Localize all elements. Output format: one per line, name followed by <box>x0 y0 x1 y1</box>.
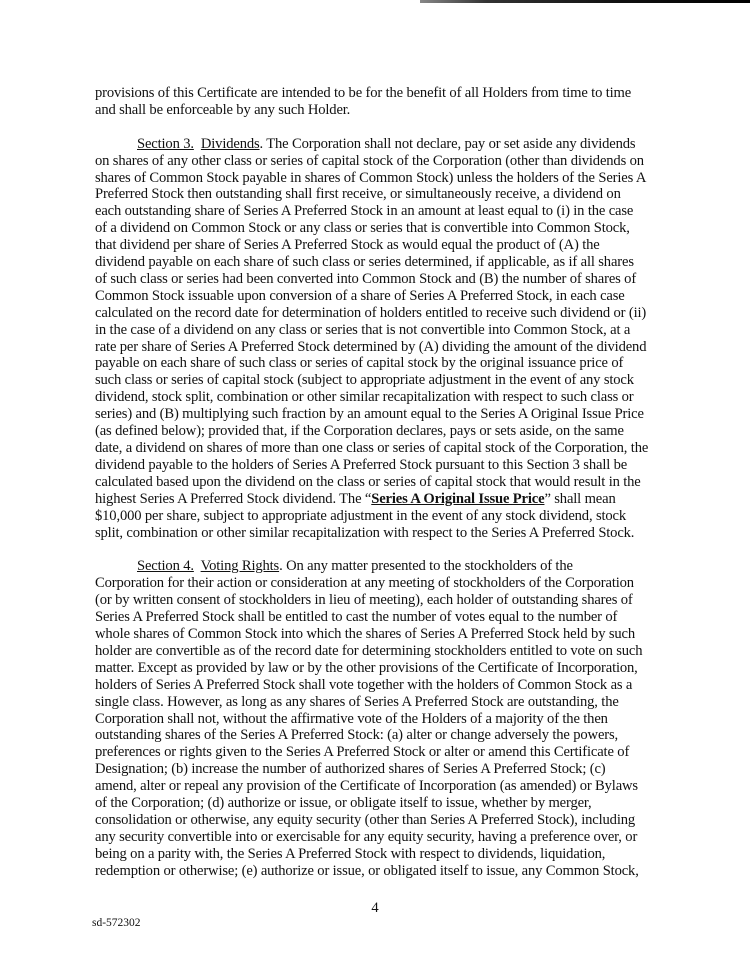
text-line: of such class or series had been converted into Common Stock and (B) the number of shares of <box>95 270 637 287</box>
text-line: dividend payable on each share of such class or series determined, if applicable, as if all shares <box>95 254 634 271</box>
text-line: shares of Common Stock payable in shares of Common Stock) unless the holders of the Series A <box>95 169 647 186</box>
text-line: holder are convertible as of the record date for determining stockholders entitled to vote on such <box>95 642 643 659</box>
text-line: provisions of this Certificate are intended to be for the benefit of all Holders from time to time <box>95 85 632 101</box>
text-line: each outstanding share of Series A Preferred Stock in an amount at least equal to (i) in the case <box>95 203 634 220</box>
text-line: single class. However, as long as any shares of Series A Preferred Stock are outstanding, the <box>95 693 619 710</box>
text-line: any security convertible into or exercisable for any equity security, having a preference over, or <box>95 828 638 845</box>
text-line: Common Stock issuable upon conversion of a share of Series A Preferred Stock, in each case <box>95 287 625 304</box>
text-line: split, combination or other similar recapitalization with respect to the Series A Preferred Stock. <box>95 524 635 541</box>
text-line: whole shares of Common Stock into which the shares of Series A Preferred Stock held by such <box>95 625 636 642</box>
page-number: 4 <box>371 900 379 916</box>
text-line: Corporation shall not, without the affirmative vote of the Holders of a majority of the then <box>95 710 608 727</box>
text-line: in the case of a dividend on any class or series that is not convertible into Common Stock, at a <box>95 321 631 338</box>
text-line: on shares of any other class or series of capital stock of the Corporation (other than dividends on <box>95 152 644 169</box>
text-line: and shall be enforceable by any such Holder. <box>95 101 351 118</box>
text-line: calculated based upon the dividend on the class or series of capital stock that would result in the <box>95 473 641 490</box>
text-line: matter. Except as provided by law or by the other provisions of the Certificate of Incorporation, <box>95 659 638 676</box>
section-4-number: Section 4. <box>137 558 194 575</box>
text-line: consolidation or otherwise, any equity security (other than Series A Preferred Stock), including <box>95 811 636 828</box>
section-3-heading-line <box>95 136 675 153</box>
section-3-title: Dividends <box>200 135 260 152</box>
defined-term-line <box>95 491 675 508</box>
text-line: payable on each share of such class or series of capital stock by the original issuance price of <box>95 355 624 372</box>
text-line: holders of Series A Preferred Stock shall vote together with the holders of Common Stock as a <box>95 676 633 693</box>
section-3-dividends <box>95 136 675 542</box>
text-run: . The Corporation shall not declare, pay or set aside any dividends <box>259 135 636 152</box>
scan-artifact-line <box>420 0 750 3</box>
text-line: amend, alter or repeal any provision of the Certificate of Incorporation (as amended) or Bylaws <box>95 778 638 795</box>
section-4-title: Voting Rights <box>200 558 280 575</box>
text-line: being on a parity with, the Series A Preferred Stock with respect to dividends, liquidation, <box>95 845 606 862</box>
text-line: series) and (B) multiplying such fraction by an amount equal to the Series A Original Issue Price <box>95 406 644 423</box>
section-4-heading-line <box>95 558 675 575</box>
text-run: . On any matter presented to the stockholders of the <box>279 558 573 575</box>
section-3-number: Section 3. <box>137 135 194 152</box>
text-line: dividend, stock split, combination or other similar recapitalization with respect to such class or <box>95 389 634 406</box>
text-line: Designation; (b) increase the number of authorized shares of Series A Preferred Stock; (c) <box>95 761 606 778</box>
text-line: preferences or rights given to the Series A Preferred Stock or alter or amend this Certificate of <box>95 744 630 761</box>
text-line: (as defined below); provided that, if the Corporation declares, pays or sets aside, on the same <box>95 423 624 440</box>
text-line: Series A Preferred Stock shall be entitled to cast the number of votes equal to the number of <box>95 609 618 626</box>
text-line: $10,000 per share, subject to appropriate adjustment in the event of any stock dividend, stock <box>95 507 626 524</box>
text-line: redemption or otherwise; (e) authorize or issue, or obligated itself to issue, any Common Stock, <box>95 862 639 879</box>
text-line: of the Corporation; (d) authorize or issue, or obligate itself to issue, whether by merger, <box>95 795 592 812</box>
text-line: date, a dividend on shares of more than one class or series of capital stock of the Corporation, the <box>95 440 649 457</box>
text-line: of a dividend on Common Stock or any class or series that is convertible into Common Stock, <box>95 220 630 237</box>
defined-term: Series A Original Issue Price <box>371 490 545 507</box>
text-line: such class or series of capital stock (subject to appropriate adjustment in the event of any stock <box>95 372 634 389</box>
text-line: Preferred Stock then outstanding shall first receive, or simultaneously receive, a dividend on <box>95 186 621 203</box>
text-line: dividend payable to the holders of Series A Preferred Stock pursuant to this Section 3 shall be <box>95 456 628 473</box>
text-run: ” shall mean <box>544 490 616 507</box>
section-4-voting-rights <box>95 558 675 879</box>
text-line: rate per share of Series A Preferred Stock determined by (A) dividing the amount of the dividend <box>95 338 647 355</box>
text-line: that dividend per share of Series A Preferred Stock as would equal the product of (A) the <box>95 237 600 254</box>
text-line: Corporation for their action or consideration at any meeting of stockholders of the Corporation <box>95 575 634 592</box>
text-line: outstanding shares of the Series A Preferred Stock: (a) alter or change adversely the powers, <box>95 727 619 744</box>
text-line: (or by written consent of stockholders in lieu of meeting), each holder of outstanding shares of <box>95 592 633 609</box>
text-run: highest Series A Preferred Stock dividend. The “ <box>95 490 372 507</box>
continuation-paragraph <box>95 85 675 119</box>
text-line: calculated on the record date for determination of holders entitled to receive such dividend or (ii) <box>95 304 647 321</box>
document-page <box>95 85 675 896</box>
document-id: sd-572302 <box>92 917 141 929</box>
